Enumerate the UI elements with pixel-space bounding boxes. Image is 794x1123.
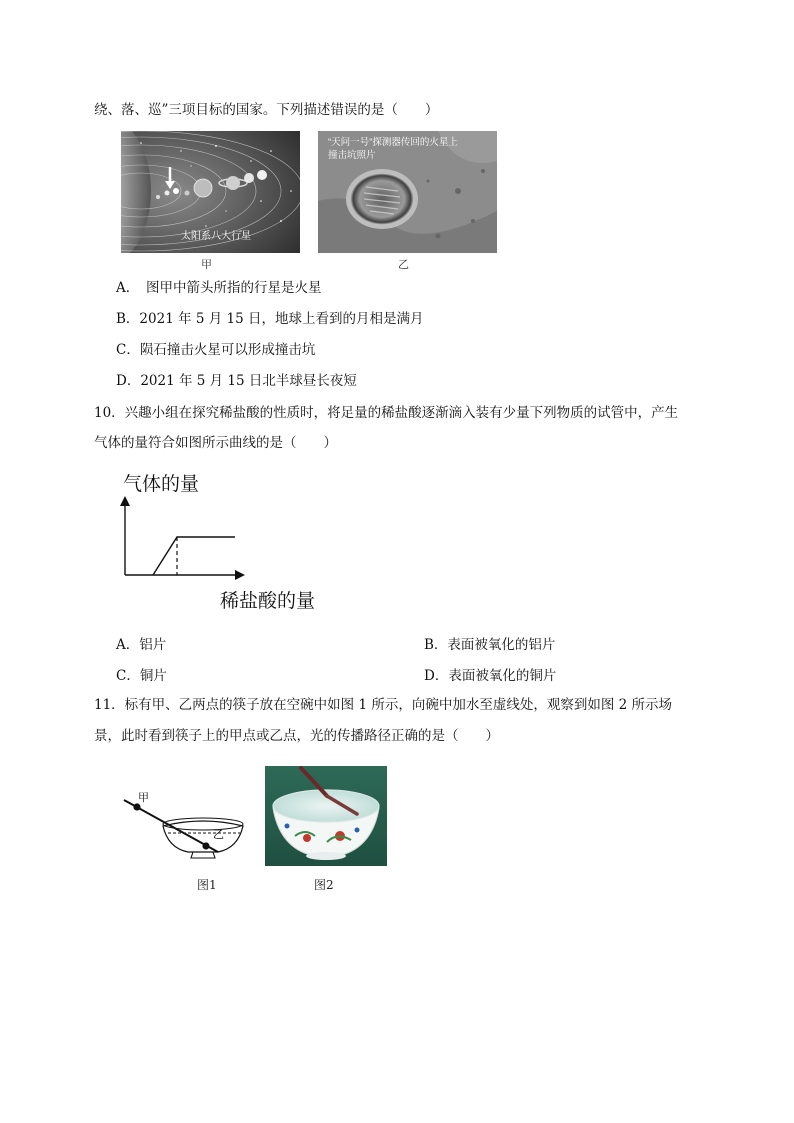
q10-option-b: B．表面被氧化的铝片 [424, 637, 556, 653]
q9-stem-tail: 绕、落、巡”三项目标的国家。下列描述错误的是（ ） [94, 102, 439, 118]
q9-option-a: A． 图甲中箭头所指的行星是火星 [116, 280, 322, 296]
mars-overlay-line1: “天问一号”探测器传回的火星上 [328, 137, 458, 148]
q10-stem-line1: 10．兴趣小组在探究稀盐酸的性质时，将足量的稀盐酸逐渐滴入装有少量下列物质的试管中，产生 [94, 405, 679, 421]
figure1-bowl-diagram [118, 786, 258, 866]
q11-stem-line1: 11．标有甲、乙两点的筷子放在空碗中如图 1 所示，向碗中加水至虚线处，观察到如图 2 所示场 [94, 697, 673, 713]
gas-amount-graph [115, 470, 365, 620]
point-b-label: 乙 [213, 828, 224, 841]
point-a-label: 甲 [138, 791, 149, 804]
image-left-caption: 甲 [201, 258, 212, 271]
q9-option-c: C．陨石撞击火星可以形成撞击坑 [116, 342, 316, 358]
x-axis-arrow-icon [235, 570, 245, 580]
graph-x-label: 稀盐酸的量 [220, 591, 316, 612]
q9-option-b: B．2021 年 5 月 15 日，地球上看到的月相是满月 [116, 311, 424, 327]
q10-option-c: C．铜片 [116, 668, 167, 684]
gas-curve [153, 537, 235, 575]
mars-crater-image [318, 131, 497, 253]
q10-stem-line2: 气体的量符合如图所示曲线的是（ ） [94, 435, 337, 451]
mars-overlay-line2: 撞击坑照片 [328, 150, 376, 161]
y-axis-arrow-icon [120, 496, 130, 506]
q11-stem-line2: 景，此时看到筷子上的甲点或乙点，光的传播路径正确的是（ ） [94, 728, 499, 744]
figure2-caption: 图2 [314, 878, 334, 892]
point-a-dot [133, 803, 140, 810]
graph-y-label: 气体的量 [123, 474, 200, 495]
solar-system-overlay-text: 太阳系八大行星 [181, 231, 251, 242]
figure2-photo [265, 766, 387, 866]
q10-option-d: D．表面被氧化的铜片 [424, 668, 557, 684]
q9-option-d: D．2021 年 5 月 15 日北半球昼长夜短 [116, 373, 357, 389]
q10-option-a: A．铝片 [116, 637, 167, 653]
image-right-caption: 乙 [398, 258, 409, 271]
figure1-caption: 图1 [197, 878, 217, 892]
point-b-dot [202, 842, 209, 849]
solar-system-image [121, 131, 300, 253]
